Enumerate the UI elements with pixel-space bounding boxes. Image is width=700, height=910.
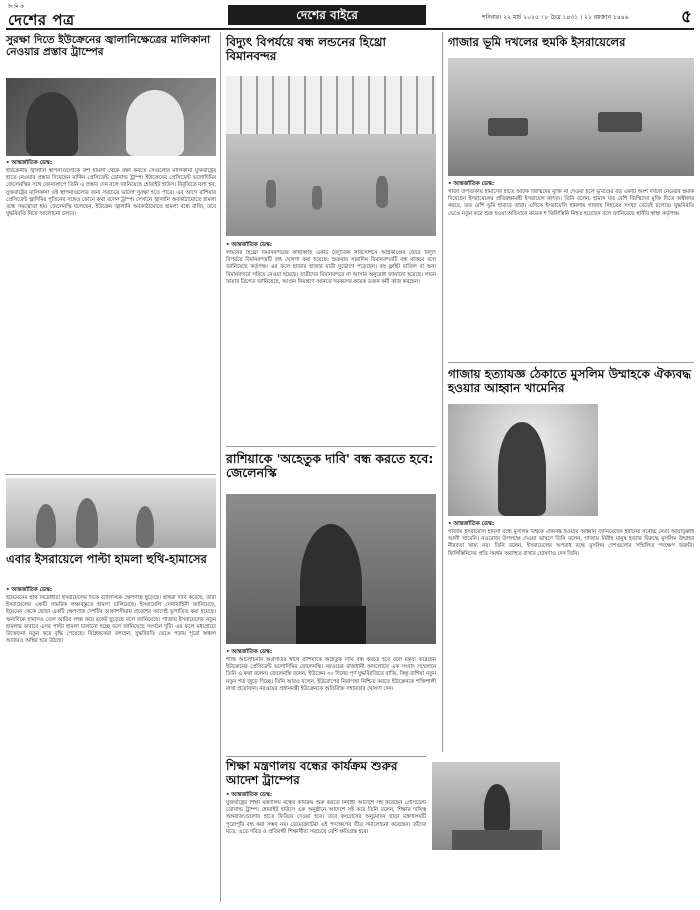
gaza-land-body: গাজা উপত্যকায় হামাসের হাতে আটক জিম্মিদের মুক্তি না দেওয়া হলে ভূখণ্ডের বড় একটি অংশ দখলে নেওয়ার হুমকি দিয়েছেন ইসরায়েলের প্রতিরক্ষামন্ত্রী ইসরায়েল কাৎজ। তিনি বলেন, হামাস যত বেশি জিম্মিদের মুক্তি দিতে অস্বীকার করবে, তত বেশি ভূমি হারাবে তারা। এদিকে ইসরায়েলি হামলায় গাজায় নিহতের সংখ্যা বেড়েই চলেছে। যুদ্ধবিরতি ভেঙে নতুন করে শুরু হওয়া অভিযানে কয়েক শ ফিলিস্তিনি নিহত হয়েছেন বলে জানিয়েছে স্থানীয় স্বাস্থ্য কর্তৃপক্ষ।	[448, 189, 694, 217]
ukraine-power-headline: সুরক্ষা দিতে ইউক্রেনের জ্বালানিক্ষেত্রের মালিকানা নেওয়ার প্রস্তাব ট্রাম্পের	[6, 34, 211, 59]
trump-signing-photo	[432, 762, 560, 850]
ukraine-power-body: ইউক্রেনীয় জ্বালানি স্থাপনাগুলোকে রুশ হামলা থেকে রক্ষা করতে সেগুলোর মালিকানা যুক্তরাষ্ট্রের হাতে নেওয়ার প্রস্তাব দিয়েছেন মার্কিন প্রেসিডেন্ট ডোনাল্ড ট্রাম্প। ইউক্রেনের প্রেসিডেন্ট ভলোদিমির জেলেনস্কির সঙ্গে ফোনালাপে তিনি এ প্রস্তাব দেন বলে জানিয়েছে হোয়াইট হাউস। বিবৃতিতে বলা হয়, যুক্তরাষ্ট্রের মালিকানা ওই স্থাপনাগুলোর জন্য সবচেয়ে ভালো সুরক্ষা হতে পারে। এর আগে রাশিয়ার প্রেসিডেন্ট ভ্লাদিমির পুতিনের সঙ্গেও ফোনে কথা বলেন ট্রাম্প। সেখানে জ্বালানি অবকাঠামোতে হামলা বন্ধে সমঝোতা হয়। জেলেনস্কি বলেছেন, ইউক্রেন জ্বালানি অবকাঠামোতে হামলা বন্ধে রাজি, তবে যুদ্ধবিরতি নিয়ে আলোচনা চলবে।	[6, 168, 216, 218]
heathrow-byline: • আন্তর্জাতিক ডেস্ক:	[226, 242, 273, 248]
education-byline: • আন্তর্জাতিক ডেস্ক:	[226, 792, 273, 798]
ukraine-power-byline: • আন্তর্জাতিক ডেস্ক:	[6, 160, 53, 166]
khamenei-headline: গাজায় হত্যাযজ্ঞ ঠেকাতে মুসলিম উম্মাহকে ঐক্যবদ্ধ হওয়ার আহ্বান খামেনির	[448, 367, 692, 395]
divider	[226, 756, 426, 757]
masthead-tagline: দৈ নি ক	[8, 4, 24, 10]
zelensky-byline: • আন্তর্জাতিক ডেস্ক:	[226, 649, 273, 655]
section-banner: দেশের বাইরে	[228, 5, 426, 25]
masthead	[6, 4, 694, 30]
column-divider	[220, 32, 221, 902]
heathrow-headline: বিদ্যুৎ বিপর্যয়ে বন্ধ লন্ডনের হিথ্রো বিমানবন্দর	[226, 35, 386, 63]
khamenei-byline: • আন্তর্জাতিক ডেস্ক:	[448, 521, 495, 527]
khamenei-body: গাজায় ইসরায়েলি হামলা বন্ধে মুসলিম বিশ্বকে ঐক্যবদ্ধ হওয়ার আহ্বান জানিয়েছেন ইরানের সর্বোচ্চ নেতা আয়াতুল্লাহ আলী খামেনি। নওরোজ উপলক্ষে দেওয়া ভাষণে তিনি বলেন, গাজায় নিরীহ মানুষ হত্যার বিরুদ্ধে মুসলিম উম্মাহর নীরবতা কাম্য নয়। তিনি বলেন, ইসরায়েলের অপরাধ বন্ধে মুসলিম দেশগুলোর সম্মিলিত পদক্ষেপ জরুরি। ফিলিস্তিনিদের প্রতি সমর্থন অব্যাহত রাখার ঘোষণাও দেন তিনি।	[448, 529, 694, 557]
dateline: শনিবার। ২২ মার্চ ২০২৫ । ৮ চৈত্র ১৪৩১ । ২১ রমজান ১৪৪৬	[482, 14, 629, 21]
gaza-tanks-photo	[448, 58, 694, 176]
zelensky-podium-photo	[226, 494, 436, 644]
houthi-headline: এবার ইসরায়েলে পাল্টা হামলা হুথি-হামাসের	[6, 552, 207, 566]
divider	[226, 446, 436, 447]
divider	[6, 474, 216, 475]
paper-logo: দেশের পত্র	[8, 11, 75, 29]
column-divider	[442, 32, 443, 752]
zelensky-trump-photo	[6, 78, 216, 156]
divider	[448, 362, 694, 363]
houthi-body: ইয়েমেনের হুথি বিদ্রোহীরা ইসরায়েলের দিকে ব্যালিস্টিক ক্ষেপণাস্ত্র ছুড়েছে। হুথিরা দাবি করেছে, তারা ইসরায়েলের একটি সামরিক লক্ষ্যবস্তুতে হামলা চালিয়েছে। ইসরায়েলি সেনাবাহিনী জানিয়েছে, ইয়েমেন থেকে ছোড়া একটি ক্ষেপণাস্ত্র দেশটির আকাশসীমায় প্রবেশের আগেই ভূপাতিত করা হয়েছে। অন্যদিকে হামাসও তেল আবিব লক্ষ্য করে রকেট ছুড়েছে বলে জানিয়েছে। গাজায় ইসরায়েলের নতুন হামলার জবাবে এসব পাল্টা হামলা চালানো হচ্ছে বলে জানিয়েছে সংগঠন দুটি। এর ফলে মধ্যপ্রাচ্যে উত্তেজনা নতুন করে বৃদ্ধি পেয়েছে। বিশ্লেষকেরা বলছেন, যুদ্ধবিরতি ভেঙে পড়ায় পুরো অঞ্চল আবারও অস্থির হয়ে উঠছে।	[6, 595, 216, 645]
houthi-byline: • আন্তর্জাতিক ডেস্ক:	[6, 587, 53, 593]
education-body: যুক্তরাষ্ট্রের শিক্ষা মন্ত্রণালয় বন্ধের কার্যক্রম শুরু করতে নির্বাহী আদেশে সই করেছেন প্রেসিডেন্ট ডোনাল্ড ট্রাম্প। হোয়াইট হাউসে এক অনুষ্ঠানে আদেশে সই করে তিনি বলেন, শিক্ষার দায়িত্ব অঙ্গরাজ্যগুলোর হাতে ফিরিয়ে দেওয়া হবে। তবে কংগ্রেসের অনুমোদন ছাড়া মন্ত্রণালয়টি পুরোপুরি বন্ধ করা সম্ভব নয়। ডেমোক্র্যাটরা এই পদক্ষেপের তীব্র সমালোচনা করেছেন। তাঁদের মতে, এতে দরিদ্র ও প্রতিবন্ধী শিক্ষার্থীরা সবচেয়ে বেশি ক্ষতিগ্রস্ত হবে।	[226, 800, 426, 835]
heathrow-body: লন্ডনের হিথ্রো বিমানবন্দরের কাছাকাছি একটি বৈদ্যুতিক সাবস্টেশনে অগ্নিকাণ্ডের জেরে বিদ্যুৎ বিপর্যয়ে বিমানবন্দরটি বন্ধ ঘোষণা করা হয়েছে। শুক্রবার সারাদিন বিমানবন্দরটি বন্ধ থাকবে বলে জানিয়েছে কর্তৃপক্ষ। এর ফলে হাজার হাজার যাত্রী দুর্ভোগে পড়েছেন। বহু ফ্লাইট বাতিল বা অন্য বিমানবন্দরে সরিয়ে নেওয়া হয়েছে। যাত্রীদের বিমানবন্দরে না আসার অনুরোধ জানানো হয়েছে। লন্ডন ফায়ার ব্রিগেড জানিয়েছে, আগুন নিয়ন্ত্রণে আনতে দমকলের কয়েক ডজন কর্মী কাজ করছেন।	[226, 250, 436, 285]
heathrow-terminal-photo	[226, 76, 436, 236]
zelensky-headline: রাশিয়াকে 'অহেতুক দাবি' বন্ধ করতে হবে: জেলেনস্কি	[226, 451, 434, 481]
soldiers-photo	[6, 478, 216, 548]
gaza-land-byline: • আন্তর্জাতিক ডেস্ক:	[448, 181, 495, 187]
zelensky-body: শান্তি আলোচনার অগ্রগতির স্বার্থে রাশিয়াকে অহেতুক দাবি বন্ধ করতে হবে বলে মন্তব্য করেছেন ইউক্রেনের প্রেসিডেন্ট ভলোদিমির জেলেনস্কি। নরওয়ের রাজধানী অসলোতে এক সংবাদ সম্মেলনে তিনি এ কথা বলেন। জেলেনস্কি বলেন, ইউক্রেন ৩০ দিনের পূর্ণ যুদ্ধবিরতিতে রাজি, কিন্তু রাশিয়া নতুন নতুন শর্ত জুড়ে দিচ্ছে। তিনি আরও বলেন, ইউরোপের নিরাপত্তা নিশ্চিত করতে ইউক্রেনকে শক্তিশালী রাখা প্রয়োজন। নরওয়ের প্রধানমন্ত্রী ইউক্রেনকে অতিরিক্ত সহায়তার ঘোষণা দেন।	[226, 657, 436, 692]
khamenei-photo	[448, 404, 598, 516]
education-headline: শিক্ষা মন্ত্রণালয় বন্ধের কার্যক্রম শুরুর আদেশ ট্রাম্পের	[226, 759, 398, 787]
page-number: ৫	[680, 7, 692, 27]
gaza-land-headline: গাজার ভূমি দখলের হুমকি ইসরায়েলের	[448, 35, 626, 49]
